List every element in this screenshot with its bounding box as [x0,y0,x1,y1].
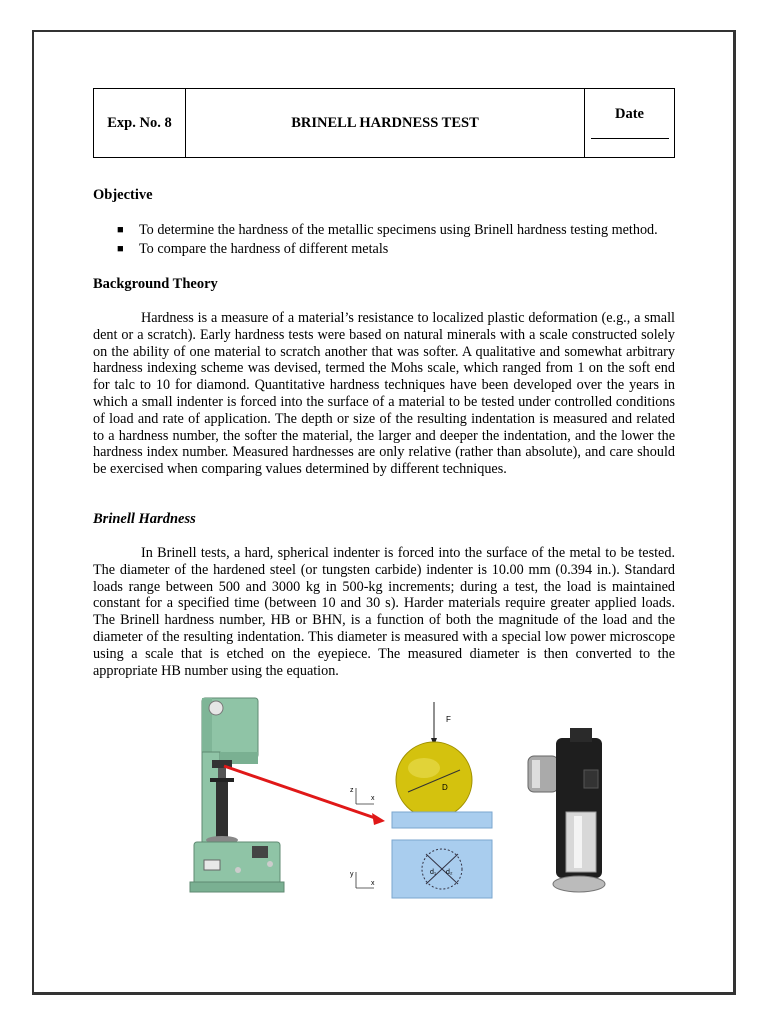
indent-d2-label: d₂ [446,869,453,876]
list-item: ■ To determine the hardness of the metallic specimens using Brinell hardness testing method. [117,222,658,238]
date-entry-line [591,138,669,139]
diameter-label: D [442,783,448,792]
date-cell [585,89,674,157]
brinell-paragraph: In Brinell tests, a hard, spherical indenter is forced into the surface of the metal to be tested. The diameter of the hardened steel (or tungsten carbide) indenter is 10.00 mm (0.394 in.). Standard loads range between 500 and 3000 kg in 500-kg increments; during a test, the load is maintained constant for a specified time (between 10 and 30 s). Harder materials require greater applied loads. The Brinell hardness number, HB or BHN, is a function of both the magnitude of the load and the diameter of the resulting indentation. This diameter is measured with a special low power microscope using a scale that is etched on the eyepiece. The measured diameter is then converted to the appropriate HB number using the equation. [93,545,675,679]
axis-x2-label: x [371,880,375,887]
brinell-hardness-text [93,545,675,679]
axis-y-label: y [350,871,354,878]
objective-heading: Objective [93,187,153,203]
force-label: F [446,715,451,724]
pointer-arrow [224,766,385,825]
axis-z-label: z [350,787,354,794]
background-paragraph: Hardness is a measure of a material’s resistance to localized plastic deformation (e.g., a small dent or a scratch). Early hardness tests were based on natural minerals with a scale constructed solely on the ability of one material to scratch another that was softer. A qualitative and somewhat arbitrary hardness indexing scheme was devised, termed the Mohs scale, which ranged from 1 on the soft end for talc to 10 for diamond. Quantitative hardness techniques have been developed over the years in which a small indenter is forced into the surface of a material to be tested under controlled conditions of load and rate of application. The depth or size of the resulting indentation is measured and related to a hardness number, the softer the material, the larger and deeper the indentation, and the lower the hardness index number. Measured hardnesses are only relative (rather than absolute), and care should be exercised when comparing values determined by different techniques. [93,310,675,478]
background-theory-heading: Background Theory [93,276,218,292]
bullet-icon: ■ [117,224,124,236]
experiment-title: BRINELL HARDNESS TEST [186,89,585,157]
brinell-testing-machine-image [190,698,284,892]
date-label: Date [615,106,644,122]
background-theory-text [93,310,675,478]
brinell-hardness-heading: Brinell Hardness [93,511,196,527]
axis-x-label: x [371,795,375,802]
brinell-test-figure [180,692,650,907]
list-item: ■ To compare the hardness of different metals [117,240,389,257]
indent-d1-label: d₁ [430,869,437,876]
indentation-diagram [350,702,492,898]
measuring-microscope-image [528,728,605,892]
experiment-number: Exp. No. 8 [94,89,186,157]
bullet-icon: ■ [117,242,124,255]
experiment-header-table [93,88,675,158]
objective-list [93,222,675,260]
